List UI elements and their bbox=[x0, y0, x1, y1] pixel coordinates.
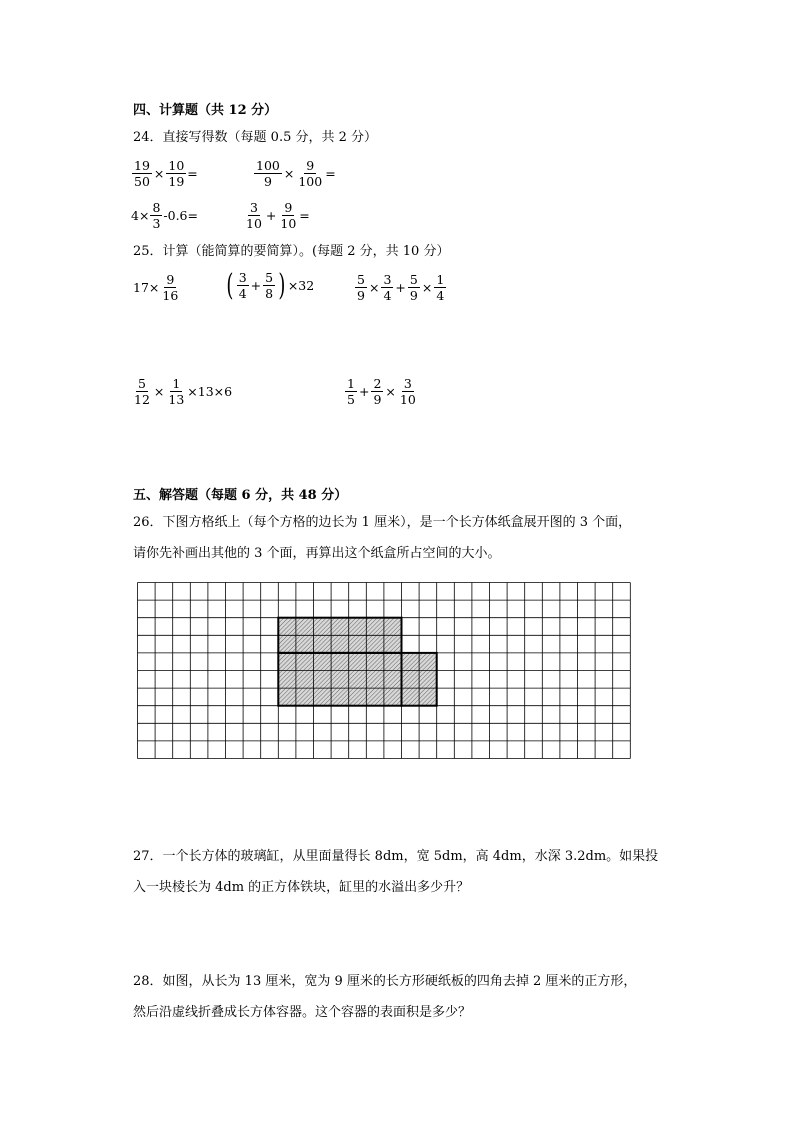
q24-item-2: $\frac{100}{9}$ × $\frac{9}{100}$ = bbox=[256, 158, 336, 189]
section-4-title: 四、计算题（共 12 分） bbox=[133, 103, 278, 118]
question-27-line-1: 27．一个长方体的玻璃缸，从里面量得长 8dm，宽 5dm，高 4dm，水深 3.2dm。如果投 bbox=[133, 849, 659, 864]
q25-expr-5: $\frac{1}{5}$ + $\frac{2}{9}$ × $\frac{3}{10}$ bbox=[347, 376, 416, 407]
question-27-line-2: 入一块棱长为 4dm 的正方体铁块，缸里的水溢出多少升？ bbox=[133, 880, 470, 895]
q24-item-1: $\frac{19}{50}$ × $\frac{10}{19}$ = bbox=[134, 158, 198, 189]
q25-expr-3: $\frac{5}{9}$ × $\frac{3}{4}$ + $\frac{5}{9}$ × $\frac{1}{4}$ bbox=[357, 272, 445, 303]
question-25-title: 25．计算（能简算的要简算）。(每题 2 分，共 10 分） bbox=[133, 244, 450, 259]
q24-item-4: $\frac{3}{10}$ + $\frac{9}{10}$ = bbox=[246, 200, 310, 231]
section-5-title: 五、解答题（每题 6 分，共 48 分） bbox=[133, 488, 348, 503]
q25-expr-4: $\frac{5}{12}$ × $\frac{1}{13}$ ×13×6 bbox=[134, 376, 233, 407]
question-24-title: 24．直接写得数（每题 0.5 分，共 2 分） bbox=[133, 130, 378, 145]
q25-expr-2: ( $\frac{3}{4}$ + $\frac{5}{8}$ ) ×32 bbox=[226, 267, 315, 303]
q24-item-3: 4× $\frac{8}{3}$ -0.6= bbox=[131, 200, 198, 231]
question-26-line-2: 请你先补画出其他的 3 个面，再算出这个纸盒所占空间的大小。 bbox=[133, 546, 501, 561]
grid-paper bbox=[137, 582, 633, 764]
shaded-face-2 bbox=[278, 653, 401, 706]
question-28-line-1: 28．如图，从长为 13 厘米，宽为 9 厘米的长方形硬纸板的四角去掉 2 厘米的正方形， bbox=[133, 974, 637, 989]
question-28-line-2: 然后沿虚线折叠成长方体容器。这个容器的表面积是多少？ bbox=[133, 1005, 472, 1020]
q25-expr-1: 17× $\frac{9}{16}$ bbox=[133, 272, 179, 303]
question-26-line-1: 26．下图方格纸上（每个方格的边长为 1 厘米），是一个长方体纸盒展开图的 3 个面， bbox=[133, 515, 632, 530]
